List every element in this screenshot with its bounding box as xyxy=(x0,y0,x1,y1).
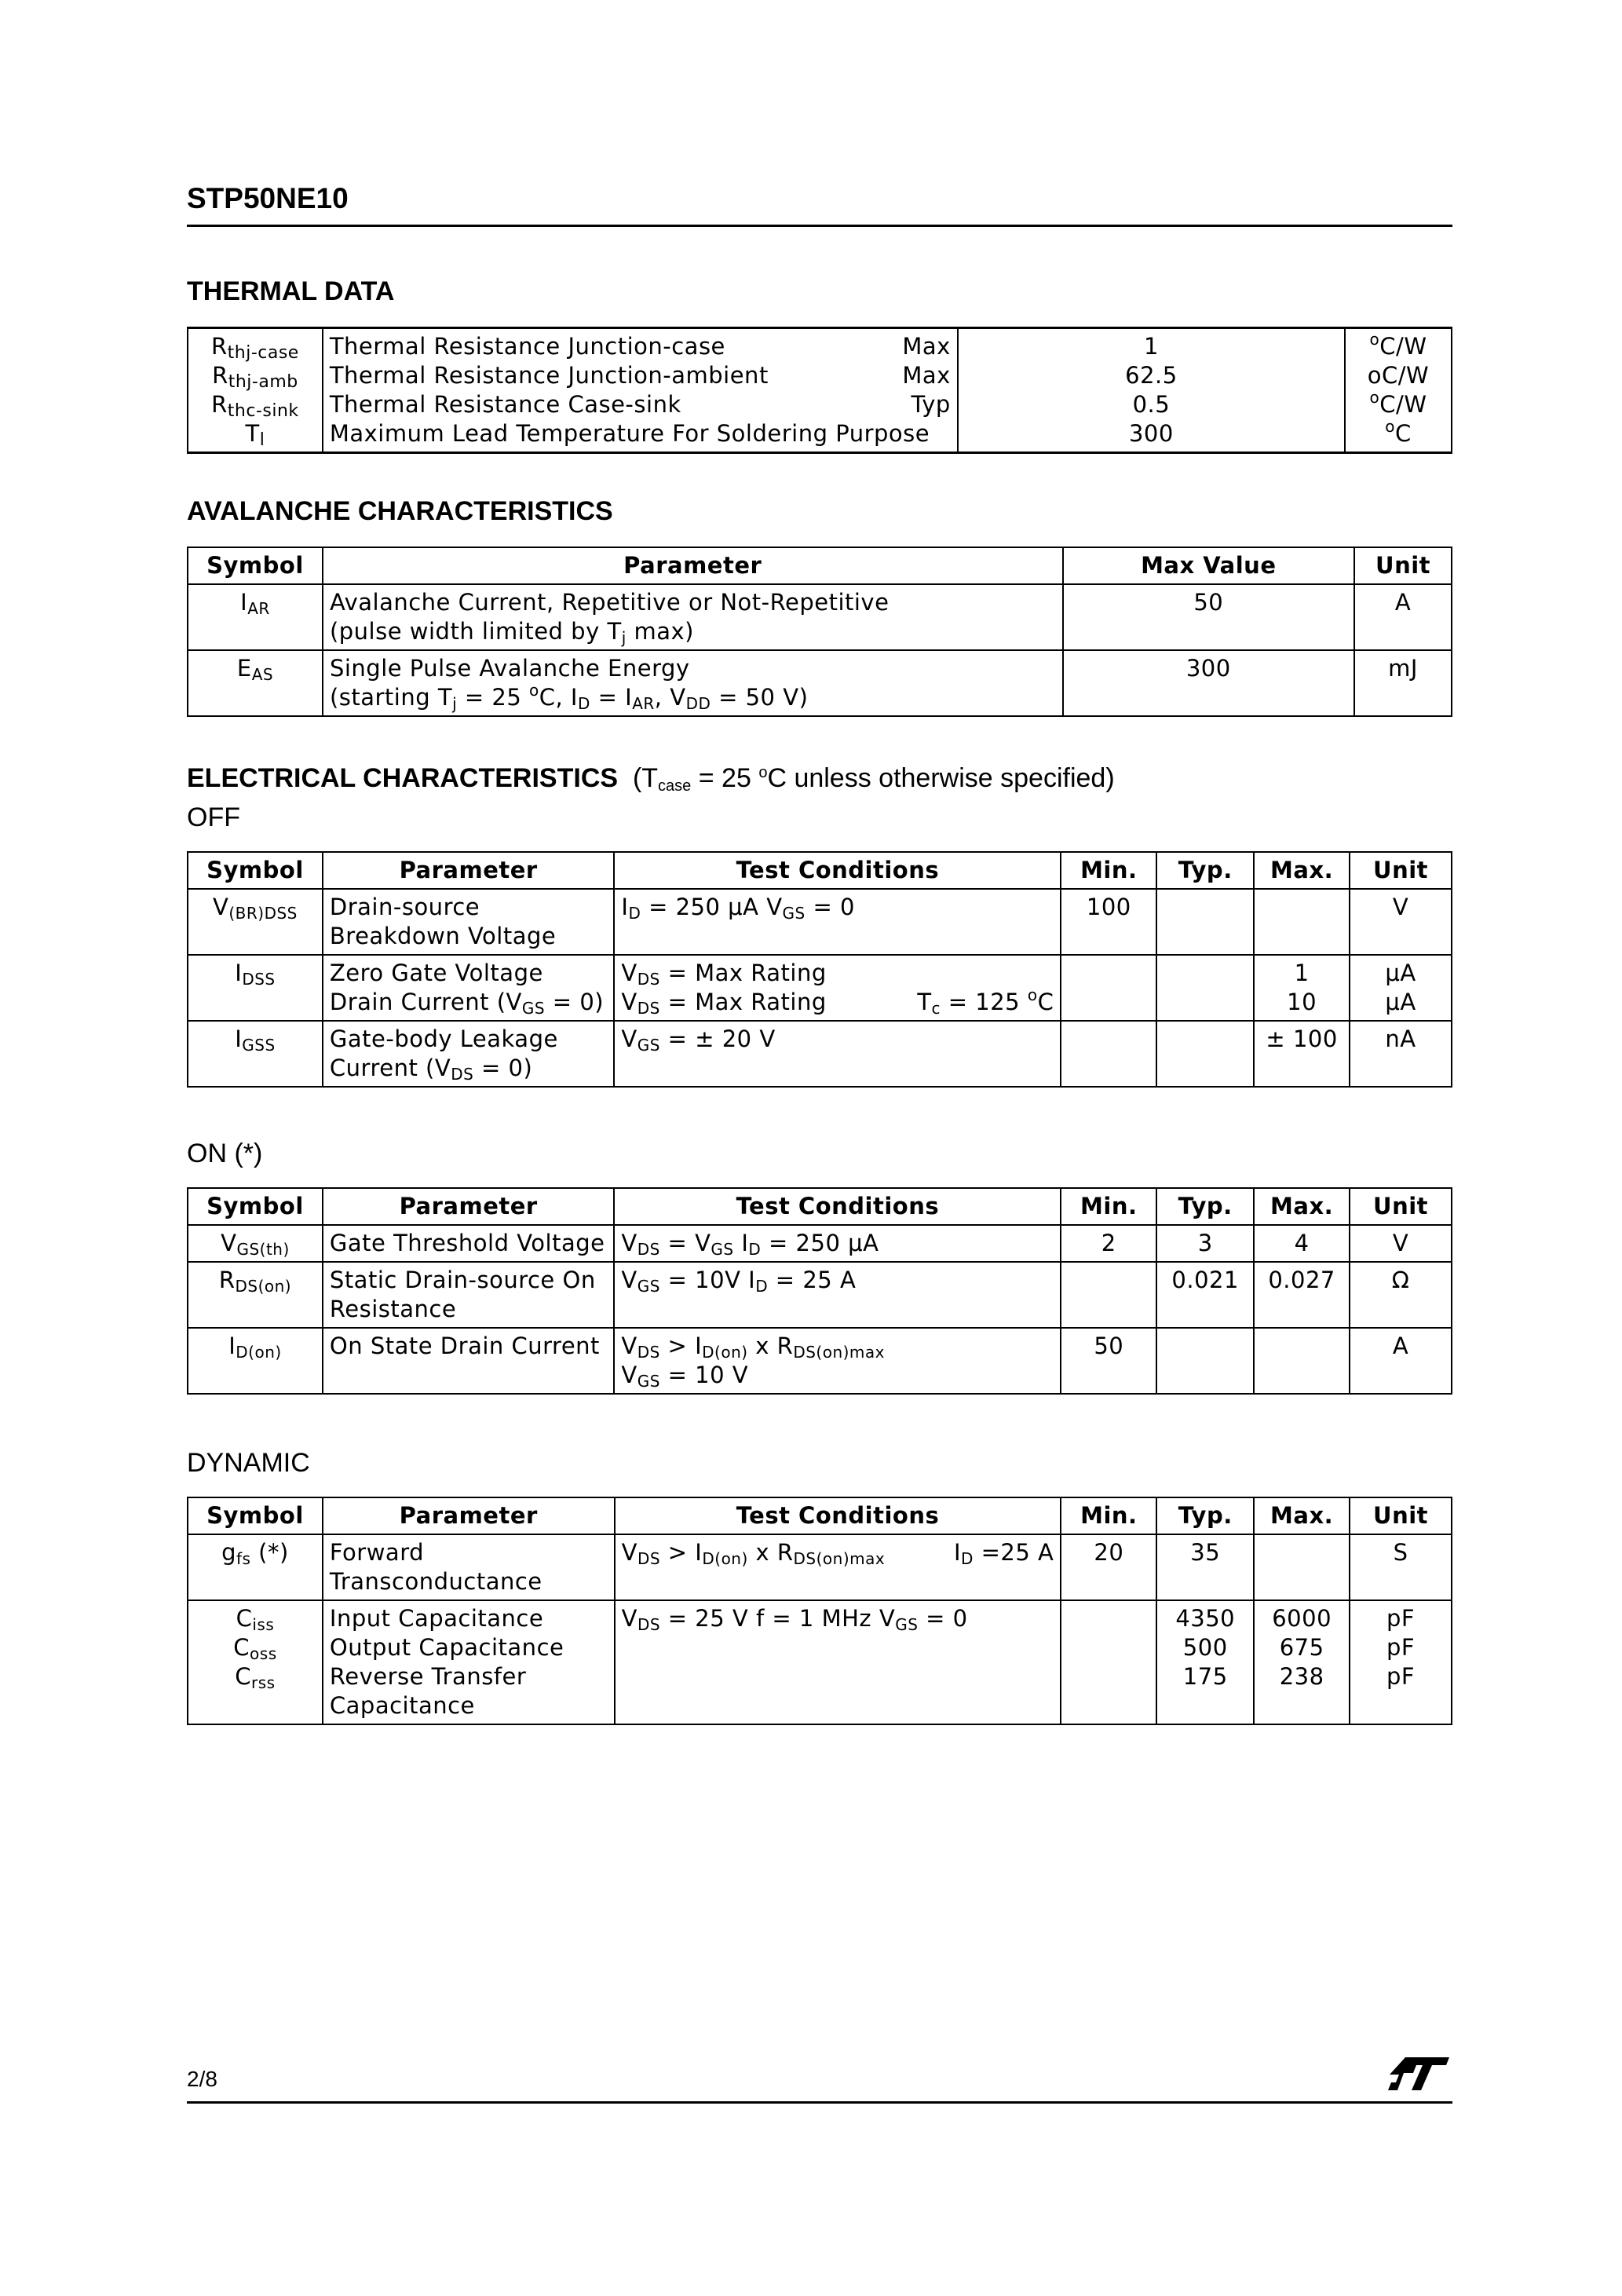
thermal-data-table xyxy=(187,327,1452,454)
page-number: 2/8 xyxy=(187,2067,217,2091)
table-row: $R_{DS(on)}$ Static Drain-source On Resistance $V_{GS} = 10V$ $I_D = 25$ A 0.021 0.027 Ω xyxy=(188,1262,1452,1328)
on-table xyxy=(187,1187,1452,1395)
table-header-row: Symbol Parameter Test Conditions Min. Typ. Max. Unit xyxy=(188,852,1452,889)
thermal-units: $^o$C/W oC/W $^o$C/W $^o$C xyxy=(1345,328,1452,453)
electrical-title: ELECTRICAL CHARACTERISTICS ($T_{case} = 25$ $^o$C unless otherwise specified) xyxy=(187,763,1115,795)
table-row: $C_{iss}$ $C_{oss}$ $C_{rss}$ Input Capacitance Output Capacitance Reverse Transfer Capacitance $V_{DS} = 25$ V f = 1 MHz $V_{GS} = 0$ 4350 500 175 6000 675 238 pF pF pF xyxy=(188,1600,1452,1724)
table-row: $g_{fs}$ (*) Forward Transconductance $V_{DS} > I_{D(on)}$ x $R_{DS(on)max}$ $I_D =25$ A 20 35 S xyxy=(188,1534,1452,1600)
table-row: $I_{GSS}$ Gate-body Leakage Current $(V_{DS} = 0)$ $V_{GS}$ = ± 20 V ± 100 nA xyxy=(188,1021,1452,1087)
off-table xyxy=(187,851,1452,1088)
header-rule xyxy=(187,225,1452,227)
table-row: $V_{GS(th)}$ Gate Threshold Voltage $V_{DS} = V_{GS}$ $I_D = 250$ μA 2 3 4 V xyxy=(188,1225,1452,1262)
table-row: $I_{D(on)}$ On State Drain Current $V_{DS} > I_{D(on)}$ x $R_{DS(on)max}$ $V_{GS} = 10$ V 50 A xyxy=(188,1328,1452,1394)
st-logo-icon xyxy=(1388,2056,1451,2092)
table-row: $I_{DSS}$ Zero Gate Voltage Drain Current $(V_{GS} = 0)$ $V_{DS}$ = Max Rating $V_{DS}$ = Max Rating $T_c = 125$ $^o$C 1 10 μA μA xyxy=(188,955,1452,1021)
dynamic-table xyxy=(187,1497,1452,1725)
table-row: $V_{(BR)DSS}$ Drain-source Breakdown Voltage $I_D = 250$ μA $V_{GS} = 0$ 100 V xyxy=(188,889,1452,955)
thermal-values: 1 62.5 0.5 300 xyxy=(958,328,1345,453)
page-title: STP50NE10 xyxy=(187,182,349,214)
table-header-row: Symbol Parameter Test Conditions Min. Typ. Max. Unit xyxy=(188,1188,1452,1225)
avalanche-title: AVALANCHE CHARACTERISTICS xyxy=(187,496,613,526)
dynamic-subtitle: DYNAMIC xyxy=(187,1448,310,1478)
table-header-row: Symbol Parameter Max Value Unit xyxy=(188,547,1452,584)
table-row: $E_{AS}$ Single Pulse Avalanche Energy (starting $T_j = 25$ $^o$C, $I_D = I_{AR}$, $V_{DD} = 50$ V) 300 mJ xyxy=(188,650,1452,716)
table-row: $I_{AR}$ Avalanche Current, Repetitive or Not-Repetitive (pulse width limited by $T_j$ max) 50 A xyxy=(188,584,1452,650)
thermal-parameters: Thermal Resistance Junction-case Max Thermal Resistance Junction-ambient Max Thermal Resistance Case-sink Typ Maximum Lead Temperature For Soldering Purpose xyxy=(323,328,958,453)
table-header-row: Symbol Parameter Test Conditions Min. Typ. Max. Unit xyxy=(188,1497,1452,1534)
off-subtitle: OFF xyxy=(187,803,240,832)
footer-rule xyxy=(187,2101,1452,2104)
thermal-data-title: THERMAL DATA xyxy=(187,276,395,306)
avalanche-table xyxy=(187,547,1452,717)
on-subtitle: ON (*) xyxy=(187,1139,263,1168)
thermal-symbols: $R_{thj-case}$ $R_{thj-amb}$ $R_{thc-sink}$ $T_l$ xyxy=(188,328,323,453)
